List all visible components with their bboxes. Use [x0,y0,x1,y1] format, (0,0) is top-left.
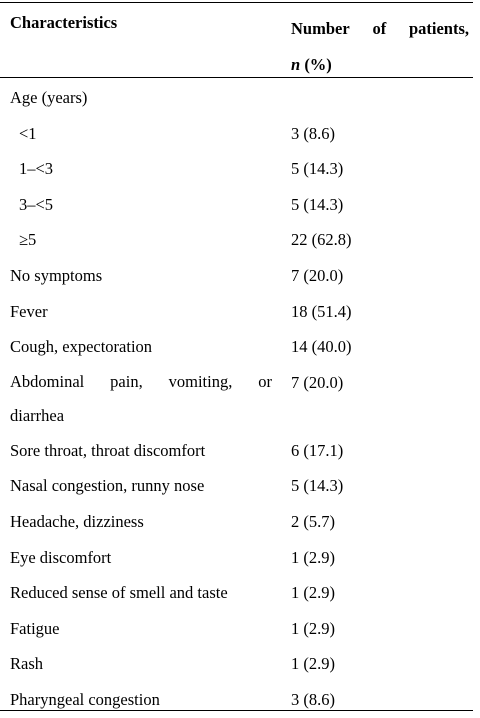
row-label-fatigue: Fatigue [10,618,60,638]
table-row [0,433,473,469]
row-value-smell-taste: 1 (2.9) [291,583,335,603]
row-value-nasal: 5 (14.3) [291,476,344,496]
table-body [0,80,473,718]
row-label-sore-throat: Sore throat, throat discomfort [10,440,206,460]
row-value-fever: 18 (51.4) [291,301,352,321]
row-label-nasal: Nasal congestion, runny nose [10,476,205,496]
table-row [0,294,473,330]
row-label-headache: Headache, dizziness [10,511,144,531]
table-row [0,540,473,576]
row-label-age-ge5: ≥5 [19,230,37,250]
row-value-headache: 2 (5.7) [291,511,335,531]
row-label-no-symptoms: No symptoms [10,265,103,285]
row-value-sore-throat: 6 (17.1) [291,440,344,460]
row-label-age: Age (years) [10,88,88,107]
row-value-age-1-3: 5 (14.3) [291,159,344,179]
table-row [0,682,473,718]
row-label-rash: Rash [10,654,43,674]
table-row [0,222,473,258]
row-label-age-lt1: <1 [19,123,37,143]
header-number-of-patients [291,11,469,83]
row-label-smell-taste: Reduced sense of smell and taste [10,583,228,603]
row-value-age-lt1: 3 (8.6) [291,123,335,143]
table-top-rule [0,2,473,3]
row-value-fatigue: 1 (2.9) [291,618,335,638]
row-value-no-symptoms: 7 (20.0) [291,265,344,285]
table-row [0,611,473,647]
row-value-age-ge5: 22 (62.8) [291,230,352,250]
table-row [0,116,473,152]
table-row [0,504,473,540]
table-row [0,646,473,682]
table-header-rule [0,77,473,78]
row-value-pharyngeal: 3 (8.6) [291,689,335,709]
row-value-cough: 14 (40.0) [291,337,352,357]
table-row [0,575,473,611]
row-label-age-3-5: 3–<5 [19,194,54,214]
table-row [0,258,473,294]
table-row [0,329,473,365]
row-label-abdominal-line2: diarrhea [10,405,65,425]
header-characteristics: Characteristics [10,13,118,32]
row-label-abdominal [10,365,272,433]
table-row [0,365,473,433]
table-row [0,80,473,116]
row-value-age-3-5: 5 (14.3) [291,194,344,214]
row-label-age-1-3: 1–<3 [19,159,54,179]
row-label-eye: Eye discomfort [10,547,112,567]
header-word-number: Number [291,19,350,38]
row-label-abdominal-line1: Abdominal pain, vomiting, or [10,371,272,391]
table-bottom-rule [0,710,473,711]
table-row [0,151,473,187]
row-label-cough: Cough, expectoration [10,337,153,357]
header-word-patients: patients, [408,19,469,38]
header-word-of: of [372,19,387,38]
row-label-fever: Fever [10,301,48,321]
header-n-symbol: n [291,55,301,74]
row-value-abdominal: 7 (20.0) [291,372,344,392]
table-row [0,187,473,223]
table-row [0,468,473,504]
row-label-pharyngeal: Pharyngeal congestion [10,689,160,709]
row-value-eye: 1 (2.9) [291,547,335,567]
row-value-rash: 1 (2.9) [291,654,335,674]
header-percent: (%) [300,55,332,74]
